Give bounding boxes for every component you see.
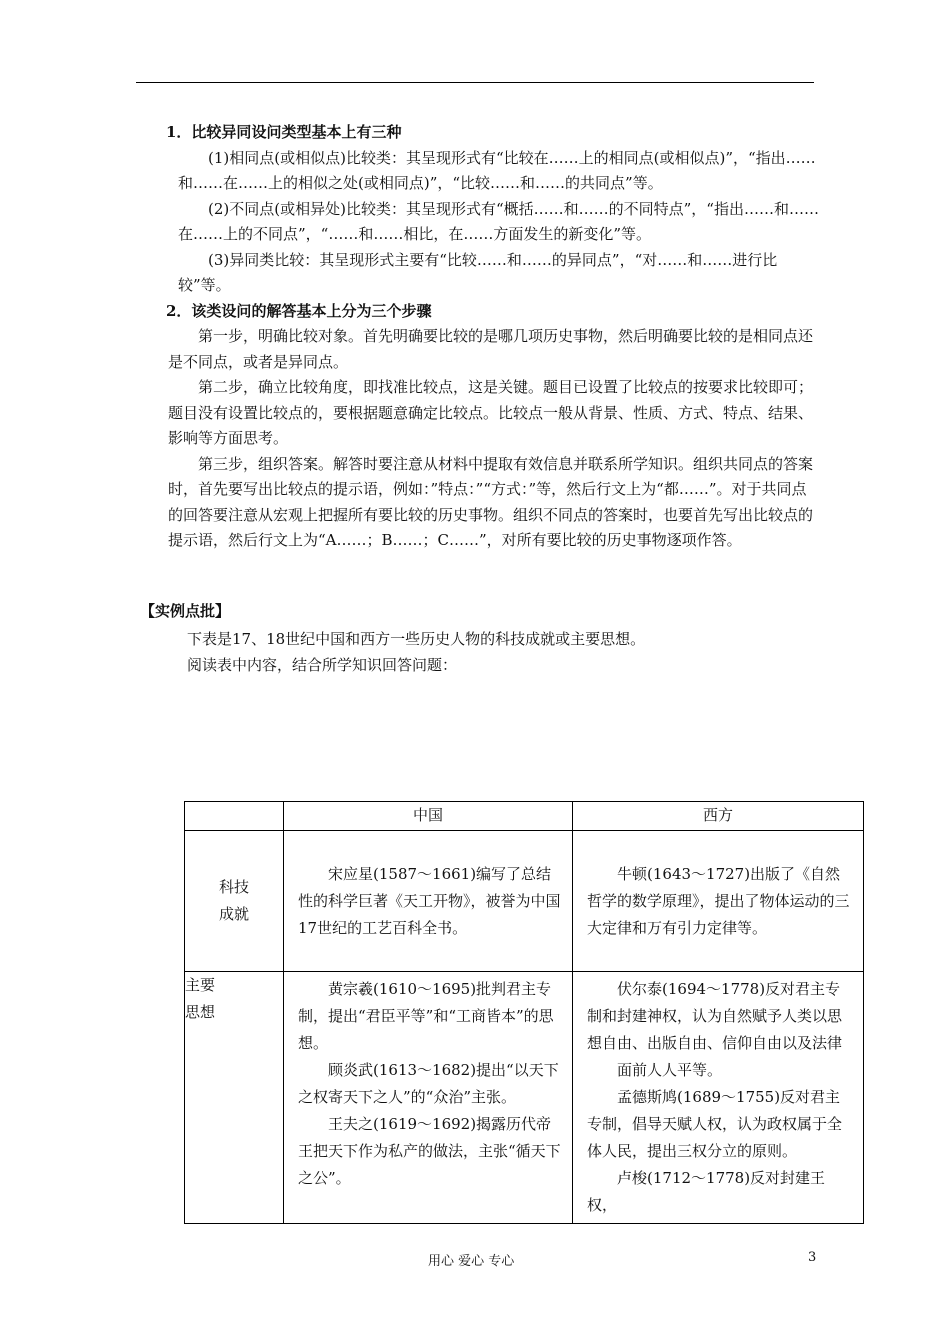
intro-line: 下表是17、18世纪中国和西方一些历史人物的科技成就或主要思想。 (187, 630, 646, 648)
cell-text: 面前人人平等。 (617, 1061, 723, 1079)
paragraph: 第一步，明确比较对象。首先明确要比较的是哪几项历史事物，然后明确要比较的是相同点还是不同点，或者是异同点。 (168, 327, 814, 371)
row-label-thought (185, 972, 284, 1224)
header-empty (185, 802, 284, 831)
section-heading: 1．比较异同设问类型基本上有三种 (166, 123, 402, 141)
page-number: 3 (808, 1250, 817, 1265)
cell-west-tech (573, 831, 864, 972)
label-text: 科技成就 (218, 878, 249, 923)
comparison-table (184, 801, 864, 1224)
table-row (185, 972, 864, 1224)
cell-china-thought (284, 972, 573, 1224)
intro-line: 阅读表中内容，结合所学知识回答问题： (187, 655, 458, 674)
cell-text: 孟德斯鸠(1689～1755)反对君主专制，倡导天赋人权，认为政权属于全体人民，提出三权分立的原则。 (587, 1088, 843, 1160)
cell-text: 顾炎武(1613～1682)提出“以天下之权寄天下之人”的“众治”主张。 (298, 1061, 559, 1106)
paragraph: 第三步，组织答案。解答时要注意从材料中提取有效信息并联系所学知识。组织共同点的答案时，首先要写出比较点的提示语，例如：”特点：”“方式：”等，然后行文上为“都……”。对于共同点的回答要注意从宏观上把握所有要比较的历史事物。组织不同点的答案时，也要首先写出比较点的提示语，然后行文上为“A……；B……；C……”，对所有要比较的历史事物逐项作答。 (168, 454, 814, 549)
body-text (166, 120, 821, 554)
header-china: 中国 (284, 802, 573, 831)
row-label-tech (185, 831, 284, 972)
cell-text: 宋应星(1587～1661)编写了总结性的科学巨著《天工开物》，被誉为中国17世纪的工艺百科全书。 (298, 864, 561, 937)
cell-text: 卢梭(1712～1778)反对封建王权， (587, 1169, 826, 1214)
paragraph: (3)异同类比较：其呈现形式主要有“比较……和……的异同点”，“对……和……进行比较”等。 (178, 250, 778, 294)
cell-west-thought (573, 972, 864, 1224)
header-west: 西方 (573, 802, 864, 831)
label-text: 主要思想 (185, 976, 216, 1021)
example-label: 【实例点批】 (140, 602, 231, 620)
paragraph: 第二步，确立比较角度，即找准比较点，这是关键。题目已设置了比较点的按要求比较即可；题目没有设置比较点的，要根据题意确定比较点。比较点一般从背景、性质、方式、特点、结果、影响等方面思考。 (168, 378, 814, 447)
cell-text: 伏尔泰(1694～1778)反对君主专制和封建神权，认为自然赋予人类以思想自由、出版自由、信仰自由以及法律 (587, 980, 843, 1052)
example-intro (187, 627, 645, 678)
table-row (185, 831, 864, 972)
cell-text: 王夫之(1619～1692)揭露历代帝王把天下作为私产的做法，主张“循天下之公”。 (298, 1115, 561, 1187)
table-header-row (185, 802, 864, 831)
cell-china-tech (284, 831, 573, 972)
section-heading: 2．该类设问的解答基本上分为三个步骤 (166, 301, 432, 320)
paragraph: (1)相同点(或相似点)比较类：其呈现形式有“比较在……上的相同点(或相似点)”，“指出……和……在……上的相似之处(或相同点)”，“比较……和……的共同点”等。 (178, 148, 816, 192)
cell-text: 牛顿(1643～1727)出版了《自然哲学的数学原理》，提出了物体运动的三大定律和万有引力定律等。 (587, 864, 850, 937)
paragraph: (2)不同点(或相异处)比较类：其呈现形式有“概括……和……的不同特点”，“指出……和……在……上的不同点”，“……和……相比，在……方面发生的新变化”等。 (178, 199, 819, 243)
cell-text: 黄宗羲(1610～1695)批判君主专制，提出“君臣平等”和“工商皆本”的思想。 (298, 980, 554, 1052)
header-rule (136, 82, 814, 83)
footer-motto: 用心 爱心 专心 (428, 1254, 515, 1269)
